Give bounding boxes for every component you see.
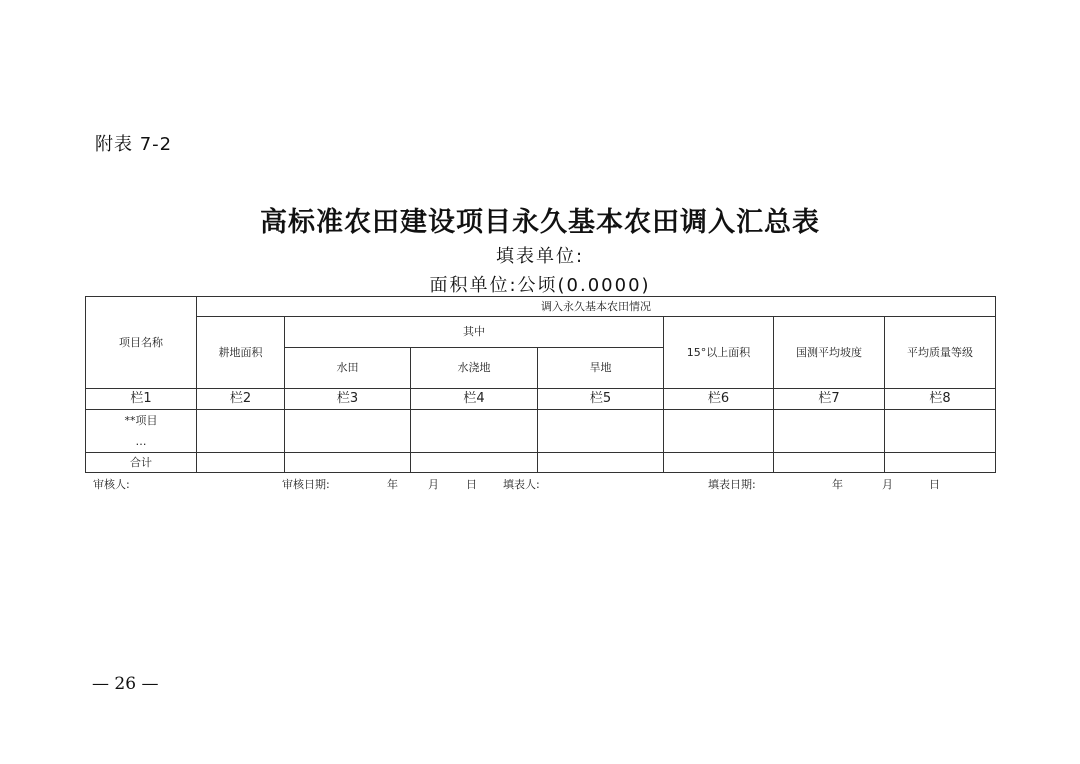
table-cell: [664, 453, 774, 473]
table-cell: [885, 453, 996, 473]
table-cell: [197, 410, 285, 453]
table-cell: [538, 410, 664, 453]
column-number: 栏8: [885, 389, 996, 410]
column-number: 栏6: [664, 389, 774, 410]
column-number-row: [86, 389, 996, 410]
project-name: **项目: [124, 413, 158, 427]
summary-table: [85, 296, 996, 473]
column-number: 栏7: [774, 389, 885, 410]
page-number: — 26 —: [92, 674, 159, 694]
table-cell: [538, 453, 664, 473]
header-slope-area: 15°以上面积: [664, 317, 774, 389]
table-cell: [664, 410, 774, 453]
fill-month-label: 月: [882, 478, 893, 491]
reviewer-label: 审核人:: [93, 478, 130, 491]
fill-day-label: 日: [929, 478, 940, 491]
header-avg-slope-class: 国测平均坡度: [774, 317, 885, 389]
fill-unit: 填表单位:: [495, 246, 585, 267]
total-label: 合计: [86, 453, 197, 473]
table-cell: [885, 410, 996, 453]
table-cell: [774, 453, 885, 473]
appendix-label: 附表 7-2: [95, 134, 173, 155]
fill-year-label: 年: [832, 478, 843, 491]
header-cultivated-area: 耕地面积: [197, 317, 285, 389]
total-row: [86, 453, 996, 473]
column-number: 栏4: [411, 389, 538, 410]
column-number: 栏1: [86, 389, 197, 410]
fill-date-label: 填表日期:: [708, 478, 756, 491]
document-title: 高标准农田建设项目永久基本农田调入汇总表: [260, 207, 820, 238]
review-month-label: 月: [428, 478, 439, 491]
header-irrigated: 水浇地: [411, 348, 538, 389]
column-number: 栏3: [285, 389, 411, 410]
header-avg-quality-grade: 平均质量等级: [885, 317, 996, 389]
area-unit: 面积单位:公顷(0.0000): [429, 275, 651, 296]
project-name-cell: [86, 410, 197, 453]
review-day-label: 日: [466, 478, 477, 491]
review-date-label: 审核日期:: [282, 478, 330, 491]
header-of-which: 其中: [285, 317, 664, 348]
header-paddy: 水田: [285, 348, 411, 389]
table-cell: [197, 453, 285, 473]
table-cell: [774, 410, 885, 453]
table-cell: [285, 410, 411, 453]
table-row: [86, 410, 996, 453]
review-year-label: 年: [387, 478, 398, 491]
header-adjust-in-situation: 调入永久基本农田情况: [197, 297, 996, 317]
table-cell: [285, 453, 411, 473]
table-cell: [411, 453, 538, 473]
filler-label: 填表人:: [503, 478, 540, 491]
signature-footer: [0, 476, 1080, 492]
column-number: 栏5: [538, 389, 664, 410]
header-project-name: 项目名称: [86, 297, 197, 389]
column-number: 栏2: [197, 389, 285, 410]
table-cell: [411, 410, 538, 453]
project-name: …: [135, 435, 147, 448]
header-dry: 旱地: [538, 348, 664, 389]
